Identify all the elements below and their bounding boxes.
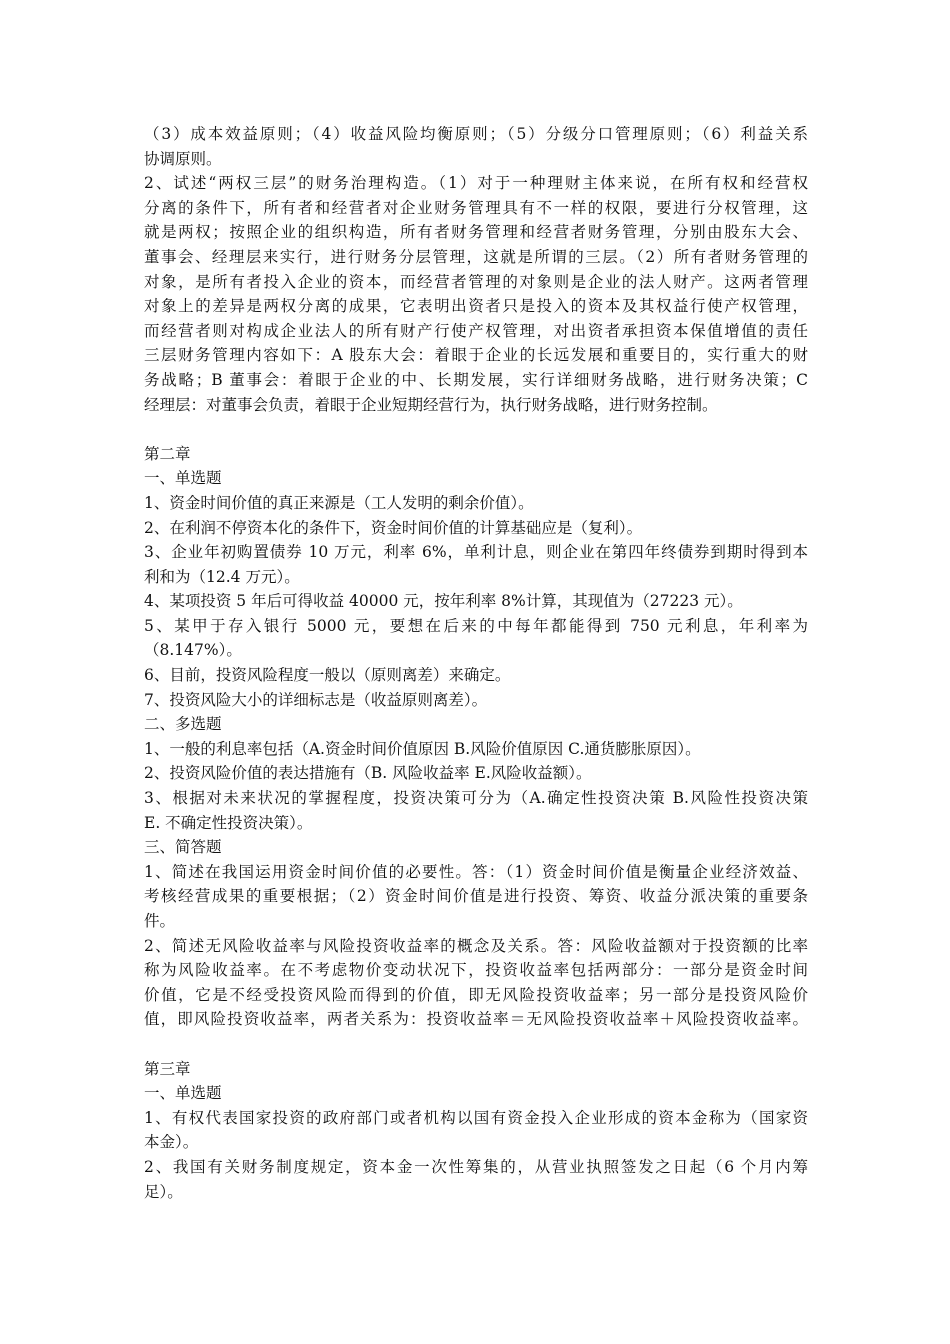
text-line: 三层财务管理内容如下：A 股东大会：着眼于企业的长远发展和重要目的，实行重大的财 xyxy=(144,346,808,365)
text-line: 二、多选题 xyxy=(144,715,222,734)
text-line: 2、我国有关财务制度规定，资本金一次性筹集的，从营业执照签发之日起（6 个月内筹 xyxy=(144,1157,808,1176)
text-line: 2、试述“两权三层”的财务治理构造。（1）对于一种理财主体来说，在所有权和经营权 xyxy=(144,174,808,193)
text-line: 协调原则。 xyxy=(144,149,222,168)
text-line: 本金）。 xyxy=(144,1133,199,1152)
text-line: 考核经营成果的重要根据；（2）资金时间价值是进行投资、筹资、收益分派决策的重要条 xyxy=(144,887,808,906)
text-line: 4、某项投资 5 年后可得收益 40000 元，按年利率 8%计算，其现值为（27223 元）。 xyxy=(144,592,743,611)
text-line: 2、简述无风险收益率与风险投资收益率的概念及关系。答：风险收益额对于投资额的比率 xyxy=(144,936,808,955)
text-line: 董事会、经理层来实行，进行财务分层管理，这就是所谓的三层。（2）所有者财务管理的 xyxy=(144,247,808,266)
text-line: 三、简答题 xyxy=(144,838,222,857)
text-line: 2、在利润不停资本化的条件下，资金时间价值的计算基础应是（复利）。 xyxy=(144,518,643,537)
text-line: （8.147%）。 xyxy=(144,641,242,660)
text-line: 利和为（12.4 万元）。 xyxy=(144,567,300,586)
text-line: 1、资金时间价值的真正来源是（工人发明的剩余价值）。 xyxy=(144,493,534,512)
text-line: 第二章 xyxy=(144,444,191,463)
text-line: 而经营者则对构成企业法人的所有财产行使产权管理，对出资者承担资本保值增值的责任 xyxy=(144,321,808,340)
text-line: 1、简述在我国运用资金时间价值的必要性。答：（1）资金时间价值是衡量企业经济效益、 xyxy=(144,862,808,881)
section-chapter2 xyxy=(144,442,808,1032)
text-line: 7、投资风险大小的详细标志是（收益原则离差）。 xyxy=(144,690,488,709)
text-line: 务战略；B 董事会：着眼于企业的中、长期发展，实行详细财务战略，进行财务决策；C xyxy=(144,370,808,389)
text-line: 价值，它是不经受投资风险而得到的价值，即无风险投资收益率；另一部分是投资风险价 xyxy=(144,985,808,1004)
text-line: 值，即风险投资收益率，两者关系为：投资收益率＝无风险投资收益率＋风险投资收益率。 xyxy=(144,1010,808,1029)
text-line: 第三章 xyxy=(144,1059,191,1078)
blank-line xyxy=(144,417,808,442)
text-line: 1、有权代表国家投资的政府部门或者机构以国有资金投入企业形成的资本金称为（国家资 xyxy=(144,1108,808,1127)
text-line: 3、根据对未来状况的掌握程度，投资决策可分为（A.确定性投资决策 B.风险性投资决策 xyxy=(144,789,808,808)
blank-line xyxy=(144,1032,808,1057)
text-line: 2、投资风险价值的表达措施有（B. 风险收益率 E.风险收益额）。 xyxy=(144,764,592,783)
text-line: 一、单选题 xyxy=(144,469,222,488)
text-line: 对象，是所有者投入企业的资本，而经营者管理的对象则是企业的法人财产。这两者管理 xyxy=(144,272,808,291)
text-line: 6、目前，投资风险程度一般以（原则离差）来确定。 xyxy=(144,666,511,685)
text-line: 分离的条件下，所有者和经营者对企业财务管理具有不一样的权限，要进行分权管理，这 xyxy=(144,198,808,217)
text-line: 一、单选题 xyxy=(144,1084,222,1103)
section-chapter1-tail xyxy=(144,122,808,417)
section-chapter3 xyxy=(144,1057,808,1205)
text-line: E. 不确定性投资决策）。 xyxy=(144,813,313,832)
text-line: 对象上的差异是两权分离的成果，它表明出资者只是投入的资本及其权益行使产权管理， xyxy=(144,297,808,316)
text-line: 足）。 xyxy=(144,1182,183,1201)
text-line: 1、一般的利息率包括（A.资金时间价值原因 B.风险价值原因 C.通货膨胀原因）。 xyxy=(144,739,701,758)
text-line: 经理层：对董事会负责，着眼于企业短期经营行为，执行财务战略，进行财务控制。 xyxy=(144,395,718,414)
text-line: 称为风险收益率。在不考虑物价变动状况下，投资收益率包括两部分：一部分是资金时间 xyxy=(144,961,808,980)
text-line: 5、某甲于存入银行 5000 元，要想在后来的中每年都能得到 750 元利息，年利率为 xyxy=(144,616,808,635)
text-line: 3、企业年初购置债券 10 万元，利率 6%，单利计息，则企业在第四年终债券到期时得到本 xyxy=(144,543,808,562)
text-line: （3）成本效益原则；（4）收益风险均衡原则；（5）分级分口管理原则；（6）利益关系 xyxy=(144,125,808,143)
text-line: 就是两权；按照企业的组织构造，所有者财务管理和经营者财务管理，分别由股东大会、 xyxy=(144,223,808,242)
text-line: 件。 xyxy=(144,912,176,930)
